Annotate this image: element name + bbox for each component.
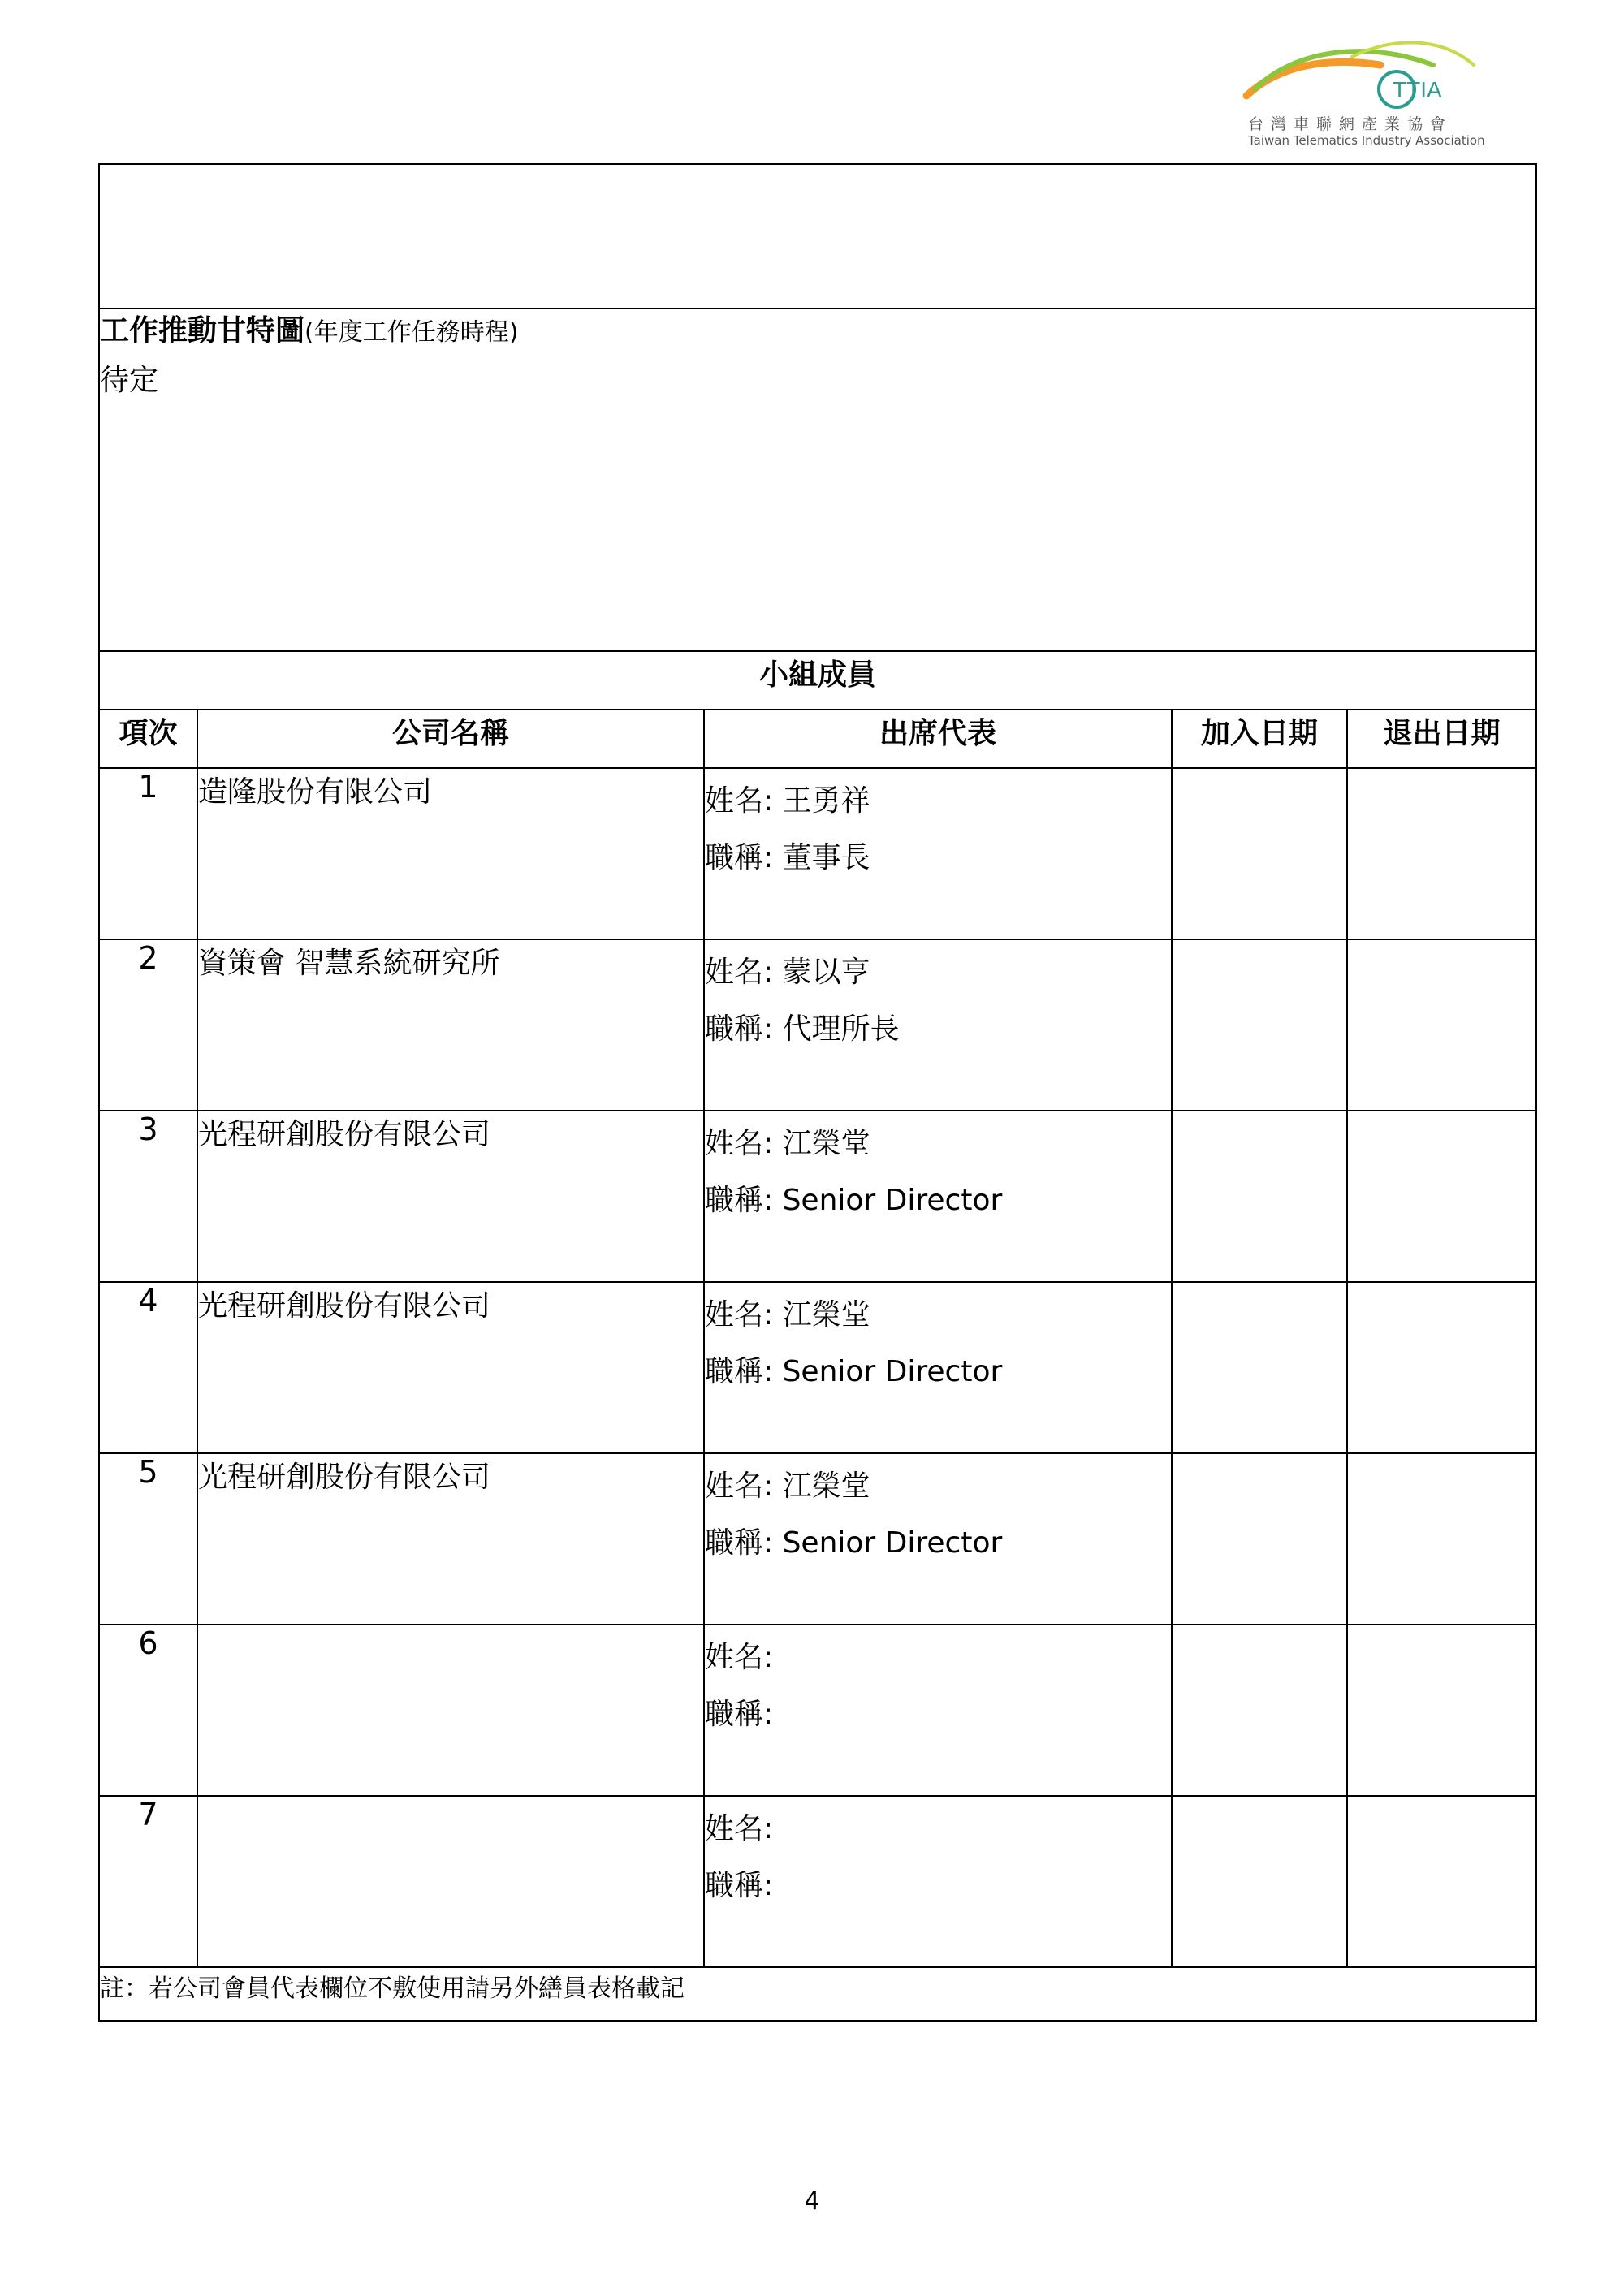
row-index: 1 bbox=[99, 768, 197, 939]
row-representative bbox=[704, 1282, 1172, 1453]
rep-title: 職稱: 代理所長 bbox=[705, 1012, 900, 1046]
row-index: 7 bbox=[99, 1796, 197, 1967]
row-index: 2 bbox=[99, 939, 197, 1111]
row-leave-date bbox=[1347, 1282, 1536, 1453]
rep-title: 職稱: Senior Director bbox=[705, 1184, 1003, 1217]
row-join-date bbox=[1172, 768, 1347, 939]
table-row bbox=[99, 939, 1536, 1111]
gantt-subtitle: (年度工作任務時程) bbox=[304, 318, 519, 347]
header-leave-date: 退出日期 bbox=[1347, 710, 1536, 768]
table-row bbox=[99, 1796, 1536, 1967]
row-company: 光程研創股份有限公司 bbox=[197, 1453, 704, 1625]
ttia-logo bbox=[1230, 32, 1498, 154]
row-representative bbox=[704, 1625, 1172, 1796]
header-join-date: 加入日期 bbox=[1172, 710, 1347, 768]
rep-name: 姓名: 江榮堂 bbox=[705, 1298, 870, 1331]
row-join-date bbox=[1172, 1453, 1347, 1625]
logo-abbr: TTIA bbox=[1393, 77, 1442, 102]
logo-english-name: Taiwan Telematics Industry Association bbox=[1248, 133, 1485, 148]
table-row bbox=[99, 1282, 1536, 1453]
table-row bbox=[99, 768, 1536, 939]
rep-title: 職稱: bbox=[705, 1698, 774, 1731]
logo-chinese-name: 台灣車聯網產業協會 bbox=[1248, 115, 1453, 133]
rep-title: 職稱: 董事長 bbox=[705, 841, 870, 874]
row-leave-date bbox=[1347, 768, 1536, 939]
rep-title: 職稱: bbox=[705, 1869, 774, 1902]
row-join-date bbox=[1172, 1111, 1347, 1282]
rep-name: 姓名: 王勇祥 bbox=[705, 784, 870, 818]
row-leave-date bbox=[1347, 1453, 1536, 1625]
rep-title: 職稱: Senior Director bbox=[705, 1526, 1003, 1560]
rep-name: 姓名: bbox=[705, 1641, 774, 1674]
gantt-section bbox=[99, 309, 1536, 651]
row-index: 5 bbox=[99, 1453, 197, 1625]
row-join-date bbox=[1172, 1282, 1347, 1453]
header-company: 公司名稱 bbox=[197, 710, 704, 768]
row-leave-date bbox=[1347, 939, 1536, 1111]
rep-name: 姓名: 蒙以亨 bbox=[705, 956, 870, 989]
rep-name: 姓名: 江榮堂 bbox=[705, 1127, 870, 1160]
row-leave-date bbox=[1347, 1796, 1536, 1967]
row-company: 光程研創股份有限公司 bbox=[197, 1282, 704, 1453]
row-representative bbox=[704, 768, 1172, 939]
row-company bbox=[197, 1796, 704, 1967]
rep-name: 姓名: bbox=[705, 1812, 774, 1845]
table-row bbox=[99, 1625, 1536, 1796]
row-join-date bbox=[1172, 939, 1347, 1111]
row-representative bbox=[704, 1796, 1172, 1967]
footnote-row bbox=[99, 1967, 1536, 2021]
row-company: 造隆股份有限公司 bbox=[197, 768, 704, 939]
row-representative bbox=[704, 1453, 1172, 1625]
rep-name: 姓名: 江榮堂 bbox=[705, 1470, 870, 1503]
row-index: 3 bbox=[99, 1111, 197, 1282]
page-number: 4 bbox=[804, 2187, 820, 2216]
rep-title: 職稱: Senior Director bbox=[705, 1355, 1003, 1388]
row-company bbox=[197, 1625, 704, 1796]
header-representative: 出席代表 bbox=[704, 710, 1172, 768]
row-join-date bbox=[1172, 1796, 1347, 1967]
row-representative bbox=[704, 1111, 1172, 1282]
row-representative bbox=[704, 939, 1172, 1111]
row-leave-date bbox=[1347, 1625, 1536, 1796]
members-section-header bbox=[99, 651, 1536, 710]
footnote: 註：若公司會員代表欄位不敷使用請另外繕員表格載記 bbox=[99, 1967, 1536, 2021]
header-index: 項次 bbox=[99, 710, 197, 768]
table-row bbox=[99, 1453, 1536, 1625]
members-column-headers bbox=[99, 710, 1536, 768]
work-plan-table bbox=[98, 163, 1537, 2022]
gantt-heading bbox=[100, 309, 1535, 355]
row-company: 資策會 智慧系統研究所 bbox=[197, 939, 704, 1111]
gantt-body: 待定 bbox=[100, 364, 159, 397]
row-index: 6 bbox=[99, 1625, 197, 1796]
row-leave-date bbox=[1347, 1111, 1536, 1282]
row-join-date bbox=[1172, 1625, 1347, 1796]
car-swoosh-icon bbox=[1230, 32, 1498, 114]
gantt-title: 工作推動甘特圖 bbox=[100, 314, 305, 347]
row-company: 光程研創股份有限公司 bbox=[197, 1111, 704, 1282]
row-index: 4 bbox=[99, 1282, 197, 1453]
blank-section bbox=[99, 164, 1536, 309]
members-section-title: 小組成員 bbox=[99, 651, 1536, 710]
table-row bbox=[99, 1111, 1536, 1282]
